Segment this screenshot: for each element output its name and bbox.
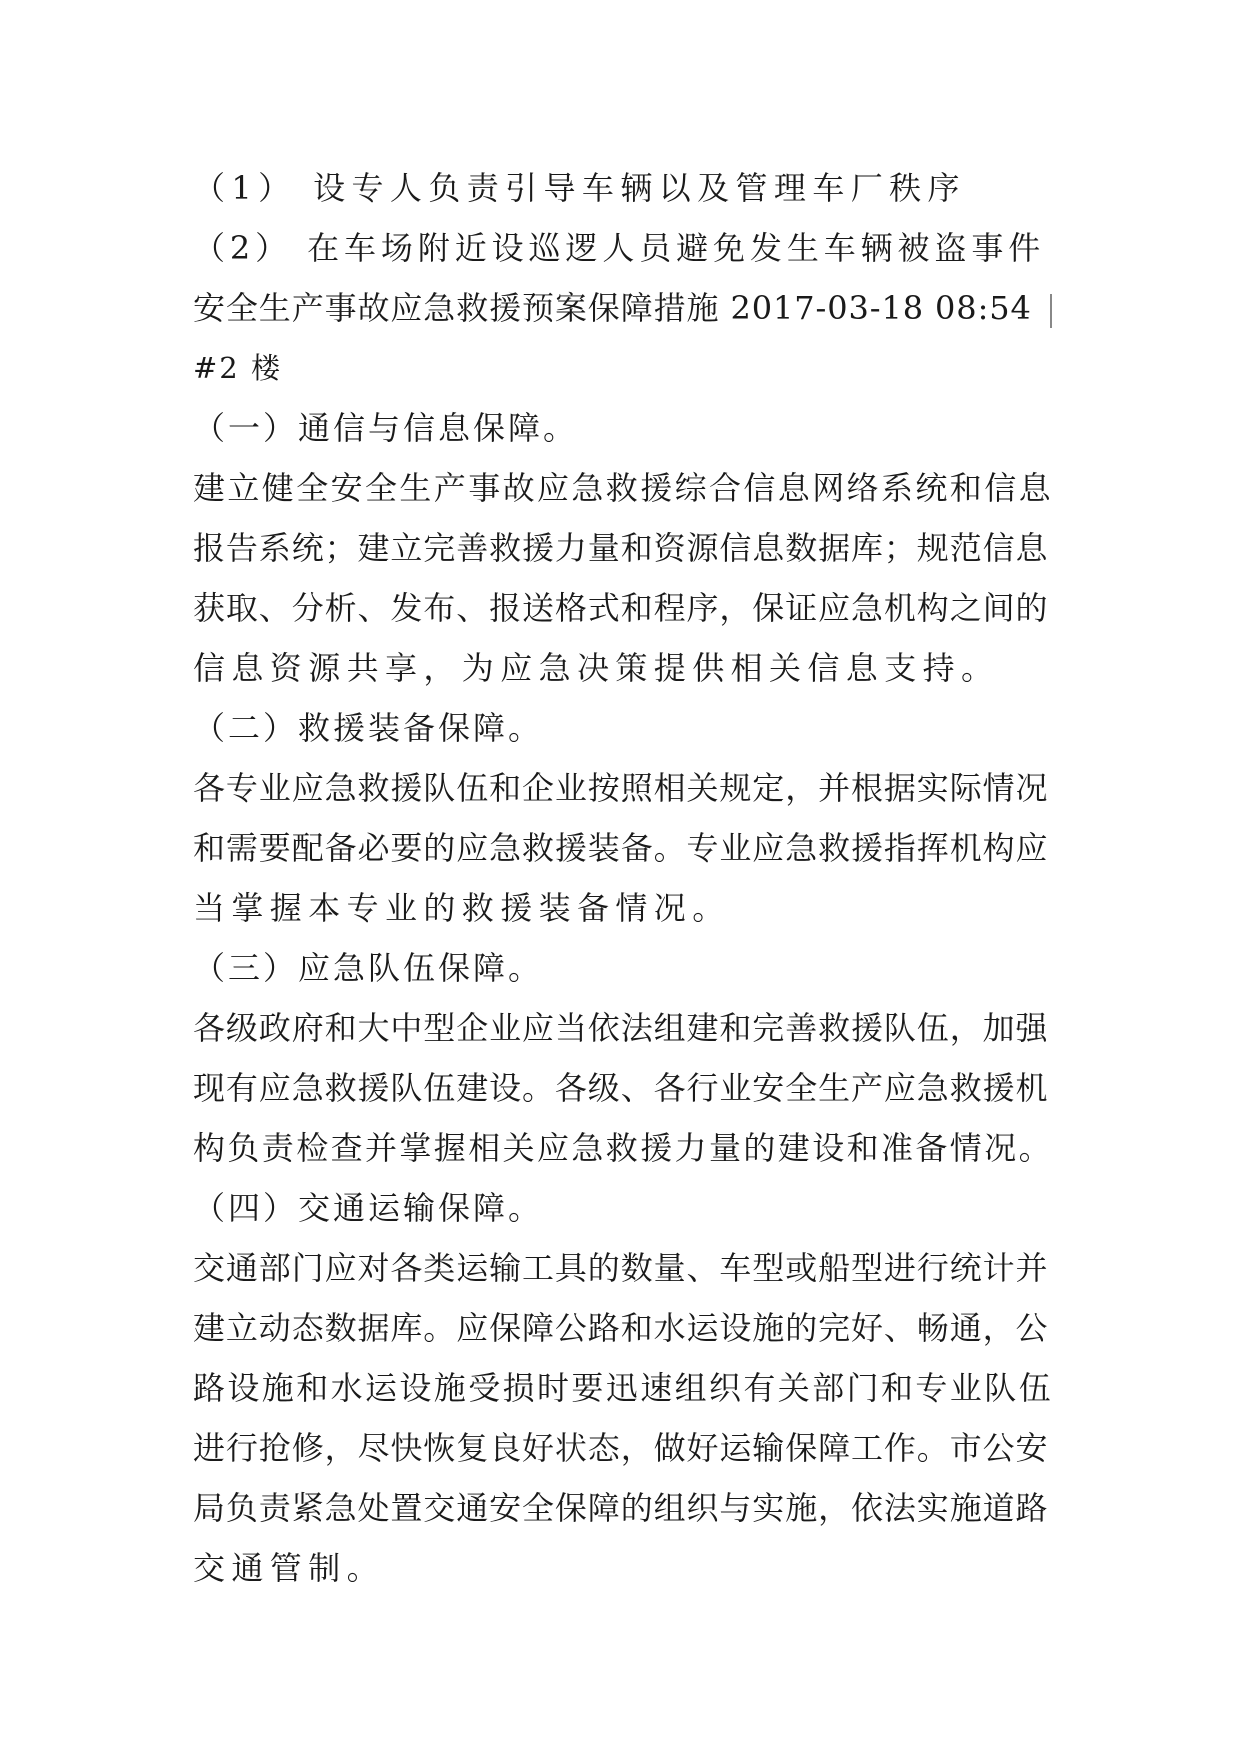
- paragraph-line: 现有应急救援队伍建设。各级、各行业安全生产应急救援机: [193, 1069, 1049, 1107]
- paragraph-line: 信息资源共享，为应急决策提供相关信息支持。: [193, 649, 1000, 687]
- paragraph-line: 路设施和水运设施受损时要迅速组织有关部门和专业队伍: [193, 1369, 1054, 1407]
- paragraph-line: 构负责检查并掌握相关应急救援力量的建设和准备情况。: [193, 1129, 1054, 1167]
- paragraph-line: 进行抢修，尽快恢复良好状态，做好运输保障工作。市公安: [193, 1429, 1049, 1467]
- list-item: （1） 设专人负责引导车辆以及管理车厂秩序: [193, 169, 966, 207]
- paragraph-line: 交通部门应对各类运输工具的数量、车型或船型进行统计并: [193, 1249, 1049, 1287]
- section-heading: （四）交通运输保障。: [193, 1189, 544, 1227]
- paragraph-line: 各专业应急救援队伍和企业按照相关规定，并根据实际情况: [193, 769, 1049, 807]
- paragraph-line: 各级政府和大中型企业应当依法组建和完善救援队伍，加强: [193, 1009, 1049, 1047]
- separator-bar: [1050, 294, 1052, 328]
- paragraph-line: 交通管制。: [193, 1549, 386, 1587]
- list-item: （2） 在车场附近设巡逻人员避免发生车辆被盗事件: [193, 229, 1046, 267]
- post-title: 安全生产事故应急救援预案保障措施 2017-03-18 08:54: [193, 289, 1032, 327]
- post-title-line: [193, 278, 1053, 338]
- section-heading: （一）通信与信息保障。: [193, 409, 579, 447]
- document-body: [193, 158, 1053, 1598]
- paragraph-line: 建立健全安全生产事故应急救援综合信息网络系统和信息: [193, 469, 1054, 507]
- paragraph-line: 获取、分析、发布、报送格式和程序，保证应急机构之间的: [193, 589, 1049, 627]
- floor-number: #2 楼: [193, 351, 282, 385]
- paragraph-line: 局负责紧急处置交通安全保障的组织与实施，依法实施道路: [193, 1489, 1049, 1527]
- paragraph-line: 建立动态数据库。应保障公路和水运设施的完好、畅通，公: [193, 1309, 1049, 1347]
- paragraph-line: 当掌握本专业的救援装备情况。: [193, 889, 731, 927]
- section-heading: （二）救援装备保障。: [193, 709, 544, 747]
- paragraph-line: 和需要配备必要的应急救援装备。专业应急救援指挥机构应: [193, 829, 1049, 867]
- section-heading: （三）应急队伍保障。: [193, 949, 544, 987]
- paragraph-line: 报告系统；建立完善救援力量和资源信息数据库；规范信息: [193, 529, 1049, 567]
